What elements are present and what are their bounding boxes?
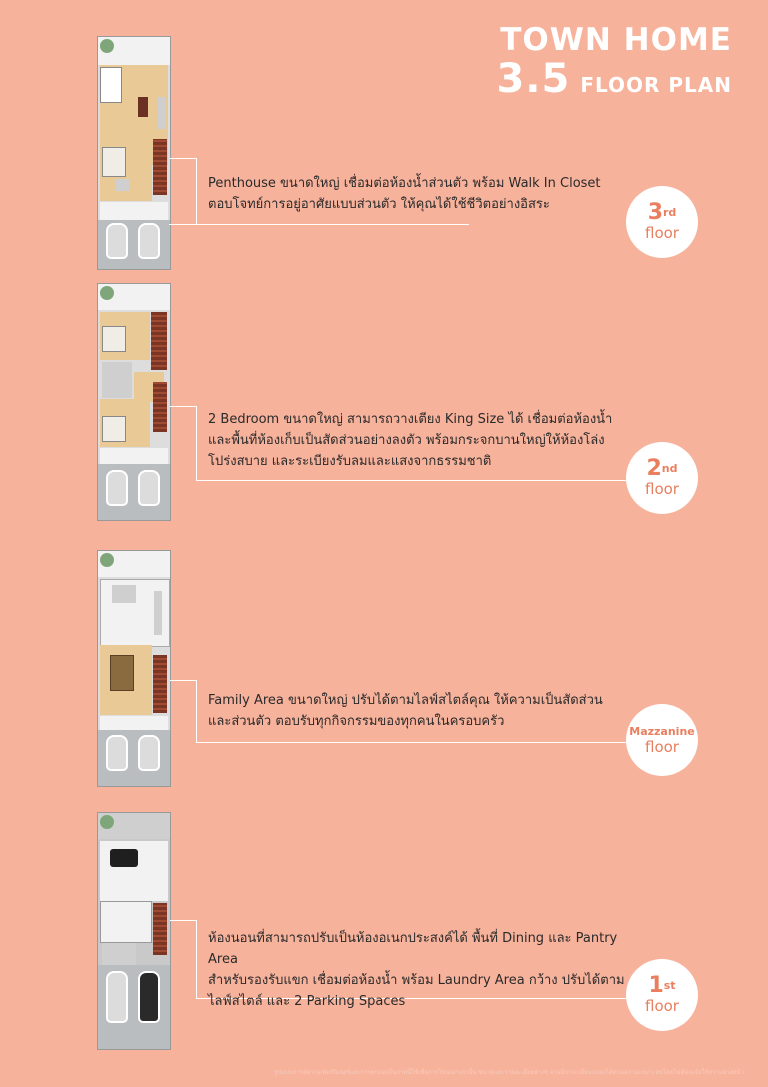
title-floor-plan: FLOOR PLAN [580, 73, 732, 97]
car-icon [106, 971, 128, 1023]
car-icon [138, 223, 160, 259]
floor-3-description: Penthouse ขนาดใหญ่ เชื่อมต่อห้องน้ำส่วนตัว พร้อม Walk In Closet ตอบโจทย์การอยู่อาศัยแบบส่วนตัว ให้คุณได้ใช้ชีวิตอย่างอิสระ [208, 176, 601, 212]
tree-icon [100, 815, 114, 829]
floor-plan-mazzanine [97, 550, 171, 787]
car-icon [138, 971, 160, 1023]
floor-badge-1st: 1st floor [626, 959, 698, 1031]
staircase [153, 655, 167, 713]
car-icon [106, 223, 128, 259]
bed-icon [102, 416, 126, 442]
floor-2-description: 2 Bedroom ขนาดใหญ่ สามารถวางเตียง King Size ได้ เชื่อมต่อห้องน้ำ และพื้นที่ห้องเก็บเป็นสัดส่วนอย่างลงตัว พร้อมกระจกบานใหญ่ให้ห้องโล่ง โปร่งสบาย และระเบียงรับลมและแสงจากธรรมชาติ [208, 412, 613, 469]
floor-badge-2nd: 2nd floor [626, 442, 698, 514]
floor-1-description: ห้องนอนที่สามารถปรับเป็นห้องอเนกประสงค์ได้ พื้นที่ Dining และ Pantry Area สำหรับรองรับแขก เชื่อมต่อห้องน้ำ พร้อม Laundry Area กว้าง ปรับได้ตาม ไลฟ์สไตล์ และ 2 Parking Spaces [208, 931, 625, 1009]
tree-icon [100, 553, 114, 567]
floor-badge-mazzanine: Mazzanine floor [626, 704, 698, 776]
mazzanine-description: Family Area ขนาดใหญ่ ปรับได้ตามไลฟ์สไตล์คุณ ให้ความเป็นสัดส่วน และส่วนตัว ตอบรับทุกกิจกรรมของทุกคนในครอบครัว [208, 693, 603, 729]
floor-plan-3rd [97, 36, 171, 270]
tree-icon [100, 286, 114, 300]
staircase [151, 312, 167, 370]
car-icon [138, 470, 160, 506]
staircase [153, 382, 167, 432]
car-icon [106, 470, 128, 506]
bed-icon [102, 326, 126, 352]
floor-plan-1st [97, 812, 171, 1050]
title-size: 3.5 [496, 56, 571, 102]
car-icon [106, 735, 128, 771]
floor-badge-3rd: 3rd floor [626, 186, 698, 258]
car-icon [138, 735, 160, 771]
bed-icon [102, 147, 126, 177]
staircase [153, 903, 167, 955]
staircase [153, 139, 167, 195]
floor-plan-2nd [97, 283, 171, 521]
page-title [496, 22, 732, 100]
title-town-home: TOWN HOME [500, 22, 732, 58]
tree-icon [100, 39, 114, 53]
disclaimer-footnote: รูปแบบการจัดวางเฟอร์นิเจอร์และการตกแต่งในภาพนี้ใช้เพื่อการโฆษณาเท่านั้น ขนาดและรายละเอียดต่างๆ อาจมีการเปลี่ยนแปลงได้ตามความเหมาะสมโดยไม่ต้องแจ้งให้ทราบล่วงหน้า [274, 1069, 744, 1076]
